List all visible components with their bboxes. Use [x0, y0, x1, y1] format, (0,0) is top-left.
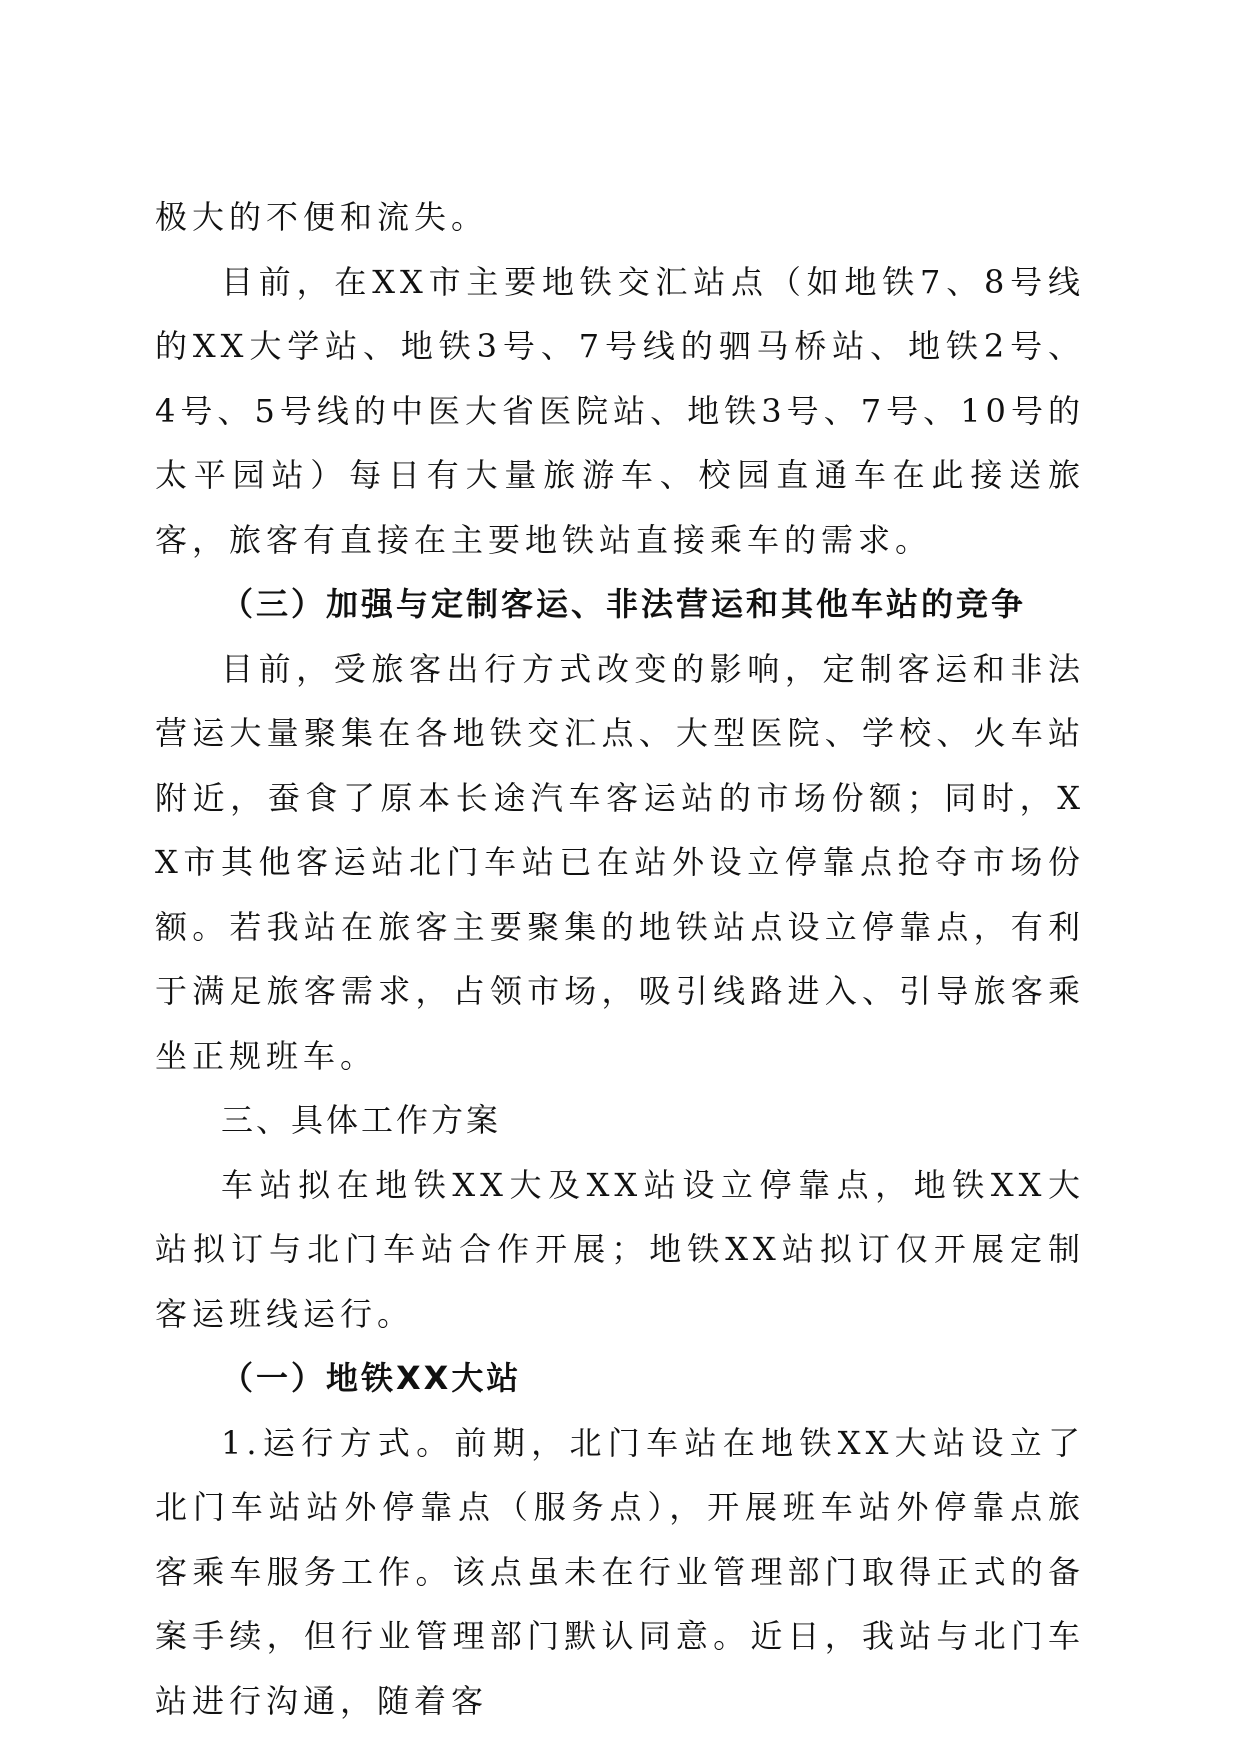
- section-heading-station: （一）地铁XX大站: [221, 1359, 522, 1397]
- document-body: [155, 185, 1085, 1733]
- paragraph-continuation: 极大的不便和流失。: [155, 198, 489, 236]
- paragraph-subway-stations: 目前，在XX市主要地铁交汇站点（如地铁7、8号线的XX大学站、地铁3号、7号线的驷马桥站、地铁2号、4号、5号线的中医大省医院站、地铁3号、7号、10号的太平园站）每日有大量旅游车、校园直通车在此接送旅客，旅客有直接在主要地铁站直接乘车的需求。: [155, 262, 1085, 559]
- section-heading-work-plan: 三、具体工作方案: [221, 1101, 502, 1139]
- paragraph-operation-mode: 1.运行方式。前期，北门车站在地铁XX大站设立了北门车站站外停靠点（服务点），开展班车站外停靠点旅客乘车服务工作。该点虽未在行业管理部门取得正式的备案手续，但行业管理部门默认同意。近日，我站与北门车站进行沟通，随着客: [155, 1423, 1085, 1720]
- section-heading-competition: （三）加强与定制客运、非法营运和其他车站的竞争: [221, 585, 1027, 623]
- paragraph-market-share: 目前，受旅客出行方式改变的影响，定制客运和非法营运大量聚集在各地铁交汇点、大型医院、学校、火车站附近，蚕食了原本长途汽车客运站的市场份额；同时，XX市其他客运站北门车站已在站外设立停靠点抢夺市场份额。若我站在旅客主要聚集的地铁站点设立停靠点，有利于满足旅客需求，占领市场，吸引线路进入、引导旅客乘坐正规班车。: [155, 649, 1085, 1075]
- paragraph-plan-summary: 车站拟在地铁XX大及XX站设立停靠点，地铁XX大站拟订与北门车站合作开展；地铁XX站拟订仅开展定制客运班线运行。: [155, 1165, 1085, 1333]
